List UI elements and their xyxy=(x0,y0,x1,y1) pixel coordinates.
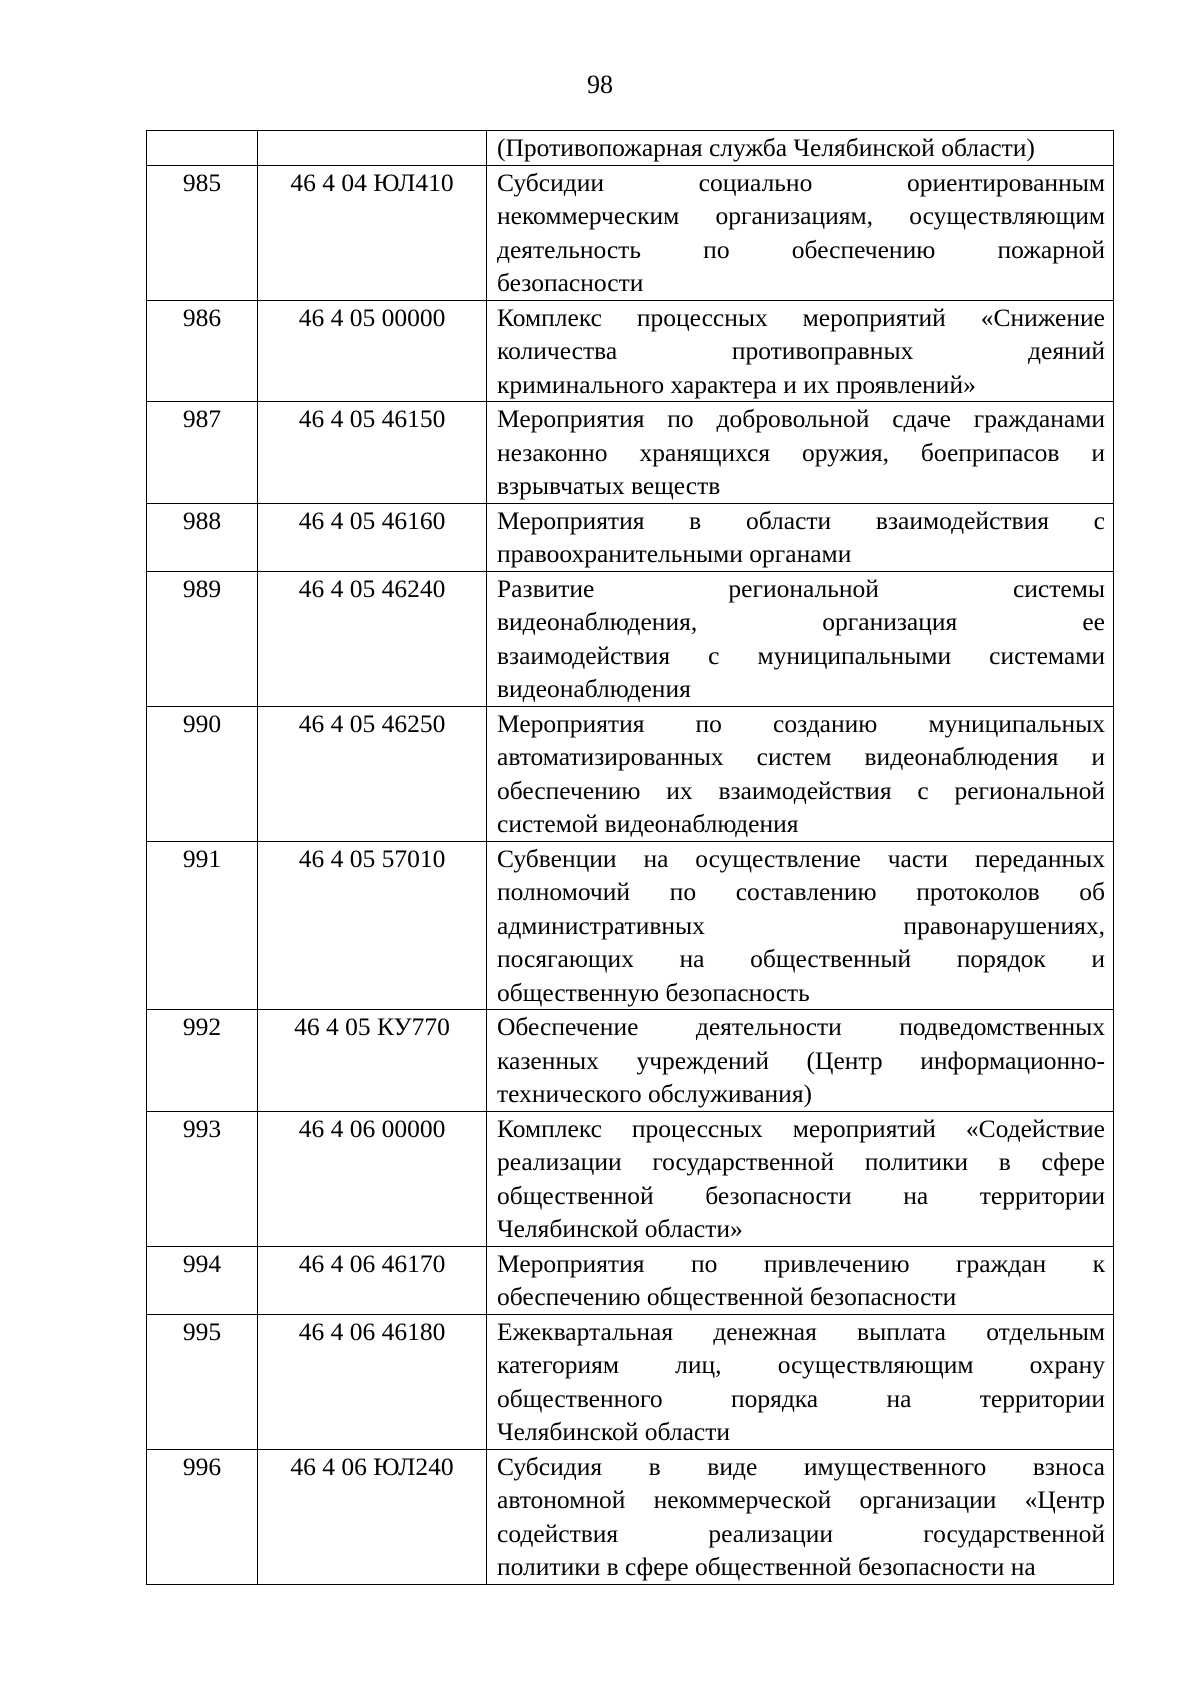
description-line: правоохранительными органами xyxy=(497,539,852,568)
description-line: взрывчатых веществ xyxy=(497,471,721,500)
row-code: 46 4 05 46150 xyxy=(258,402,487,504)
row-code: 46 4 06 46180 xyxy=(258,1314,487,1449)
table-row xyxy=(147,1449,1114,1584)
description-line: взаимодействия с муниципальными системами xyxy=(497,640,1105,670)
row-code: 46 4 05 57010 xyxy=(258,841,487,1010)
row-number: 996 xyxy=(147,1449,258,1584)
description-line: автоматизированных систем видеонаблюдения и xyxy=(497,742,1105,771)
row-description xyxy=(487,1010,1114,1112)
row-number xyxy=(147,131,258,166)
description-line: технического обслуживания) xyxy=(497,1079,813,1108)
description-line: содействия реализации государственной xyxy=(497,1518,1105,1548)
description-line: криминального характера и их проявлений» xyxy=(497,369,976,399)
description-line: общественной безопасности на территории xyxy=(497,1180,1105,1210)
row-description xyxy=(487,1246,1114,1314)
description-line: реализации государственной политики в сфере xyxy=(497,1147,1105,1176)
table-row xyxy=(147,1246,1114,1314)
description-line: категориям лиц, осуществляющим охрану xyxy=(497,1350,1105,1379)
row-description xyxy=(487,706,1114,841)
description-line: казенных учреждений (Центр информационно- xyxy=(497,1045,1105,1075)
row-number: 985 xyxy=(147,165,258,300)
row-number: 991 xyxy=(147,841,258,1010)
row-description xyxy=(487,131,1114,166)
table-row xyxy=(147,131,1114,166)
table-row xyxy=(147,300,1114,402)
row-code: 46 4 06 ЮЛ240 xyxy=(258,1449,487,1584)
description-line: некоммерческим организациям, осуществляющим xyxy=(497,201,1105,230)
table-row xyxy=(147,706,1114,841)
table-body xyxy=(147,131,1114,1585)
description-line: Субвенции на осуществление части переданных xyxy=(497,843,1105,873)
row-number: 992 xyxy=(147,1010,258,1112)
description-line: Мероприятия в области взаимодействия с xyxy=(497,505,1105,535)
row-description xyxy=(487,571,1114,706)
row-code: 46 4 06 46170 xyxy=(258,1246,487,1314)
row-code: 46 4 05 46160 xyxy=(258,503,487,571)
description-line: (Противопожарная служба Челябинской области) xyxy=(497,133,1035,162)
row-code xyxy=(258,131,487,166)
row-description xyxy=(487,300,1114,402)
description-line: Ежеквартальная денежная выплата отдельным xyxy=(497,1316,1105,1346)
description-line: незаконно хранящихся оружия, боеприпасов и xyxy=(497,437,1105,467)
table-row xyxy=(147,503,1114,571)
description-line: деятельность по обеспечению пожарной xyxy=(497,234,1105,264)
row-code: 46 4 06 00000 xyxy=(258,1111,487,1246)
row-number: 994 xyxy=(147,1246,258,1314)
description-line: обеспечению их взаимодействия с региональной xyxy=(497,775,1105,805)
row-number: 990 xyxy=(147,706,258,841)
table-row xyxy=(147,1010,1114,1112)
row-number: 993 xyxy=(147,1111,258,1246)
row-number: 986 xyxy=(147,300,258,402)
description-line: количества противоправных деяний xyxy=(497,336,1105,365)
table-row xyxy=(147,1111,1114,1246)
row-description xyxy=(487,1111,1114,1246)
table-row xyxy=(147,1314,1114,1449)
row-description xyxy=(487,503,1114,571)
row-number: 988 xyxy=(147,503,258,571)
description-line: политики в сфере общественной безопасности на xyxy=(497,1552,1036,1581)
table-row xyxy=(147,571,1114,706)
row-code: 46 4 05 46250 xyxy=(258,706,487,841)
description-line: Развитие региональной системы xyxy=(497,573,1105,603)
description-line: Комплекс процессных мероприятий «Содействие xyxy=(497,1113,1105,1143)
description-line: посягающих на общественный порядок и xyxy=(497,944,1105,973)
description-line: видеонаблюдения, организация ее xyxy=(497,607,1105,636)
description-line: Мероприятия по привлечению граждан к xyxy=(497,1248,1105,1278)
description-line: Мероприятия по созданию муниципальных xyxy=(497,708,1105,738)
budget-classification-table xyxy=(146,130,1114,1585)
row-number: 987 xyxy=(147,402,258,504)
description-line: обеспечению общественной безопасности xyxy=(497,1282,957,1311)
table-row xyxy=(147,841,1114,1010)
row-number: 995 xyxy=(147,1314,258,1449)
row-description xyxy=(487,841,1114,1010)
description-line: автономной некоммерческой организации «Центр xyxy=(497,1485,1105,1514)
page-number: 98 xyxy=(587,70,613,99)
description-line: системой видеонаблюдения xyxy=(497,809,799,838)
description-line: общественную безопасность xyxy=(497,977,810,1007)
description-line: полномочий по составлению протоколов об xyxy=(497,877,1105,906)
description-line: Субсидии социально ориентированным xyxy=(497,167,1105,197)
row-code: 46 4 05 46240 xyxy=(258,571,487,706)
description-line: видеонаблюдения xyxy=(497,674,691,703)
row-number: 989 xyxy=(147,571,258,706)
row-description xyxy=(487,1449,1114,1584)
description-line: общественного порядка на территории xyxy=(497,1383,1105,1413)
description-line: Мероприятия по добровольной сдаче гражданами xyxy=(497,404,1105,433)
description-line: Челябинской области xyxy=(497,1417,731,1446)
row-description xyxy=(487,165,1114,300)
table-row xyxy=(147,165,1114,300)
description-line: Челябинской области» xyxy=(497,1214,743,1243)
description-line: Обеспечение деятельности подведомственных xyxy=(497,1012,1105,1041)
row-description xyxy=(487,402,1114,504)
description-line: безопасности xyxy=(497,268,644,297)
table-row xyxy=(147,402,1114,504)
description-line: Комплекс процессных мероприятий «Снижение xyxy=(497,302,1105,332)
row-code: 46 4 04 ЮЛ410 xyxy=(258,165,487,300)
description-line: административных правонарушениях, xyxy=(497,910,1105,940)
row-code: 46 4 05 КУ770 xyxy=(258,1010,487,1112)
row-code: 46 4 05 00000 xyxy=(258,300,487,402)
row-description xyxy=(487,1314,1114,1449)
description-line: Субсидия в виде имущественного взноса xyxy=(497,1451,1105,1481)
